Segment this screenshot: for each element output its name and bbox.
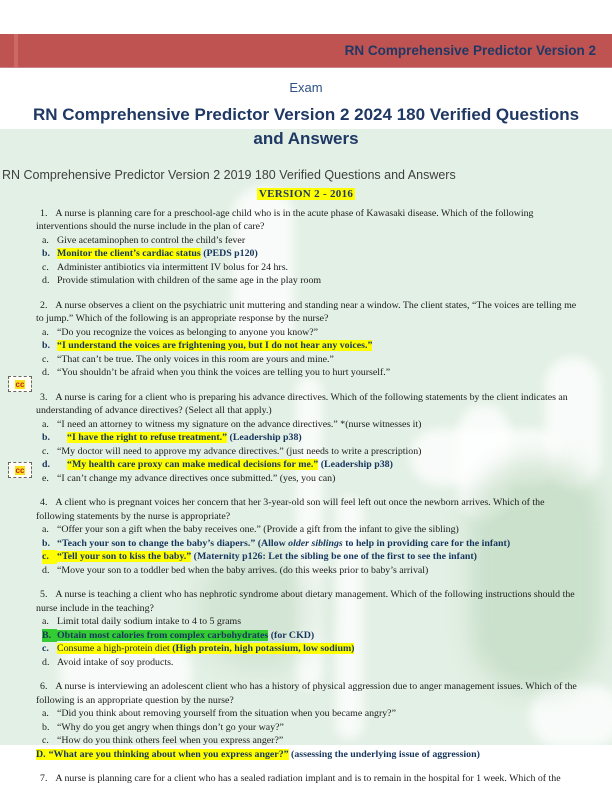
option-row <box>36 274 584 288</box>
option-text-segment: “I understand the voices are frightening you, but I do not hear any voices.” <box>57 340 373 351</box>
questions <box>0 207 612 786</box>
exam-label: Exam <box>289 80 323 95</box>
option-row <box>36 326 584 340</box>
option-text-segment: (High protein, high potassium, low sodium) <box>172 643 355 654</box>
option-row <box>36 734 584 748</box>
option-text <box>57 734 584 748</box>
option-letter: d. <box>42 459 50 470</box>
question-stem: 2. A nurse observes a client on the psychiatric unit muttering and standing near a window. The client states, “The voices are telling me to jump.” Which of the following is an appropriate response by the nurse? <box>36 299 577 324</box>
option-text <box>57 418 584 432</box>
option-letter: a. <box>42 524 49 535</box>
option-text-segment: Give acetaminophen to control the child’s fever <box>57 234 246 246</box>
question-stem: 6. A nurse is interviewing an adolescent client who has a history of physical aggression due to anger management issues. Which of the following is an appropriate question by the nurse? <box>36 681 577 706</box>
option-text-segment: Provide stimulation with children of the same age in the play room <box>57 275 322 286</box>
question-block <box>36 680 584 761</box>
option-row <box>36 748 584 762</box>
option-letter: c. <box>42 445 49 457</box>
option-text-segment: “Move your son to a toddler bed when the baby arrives. (do this weeks prior to baby’s arrival) <box>57 564 429 576</box>
option-text-segment: “My health care proxy can make medical decisions for me.” <box>67 459 319 470</box>
option-letter: d. <box>42 367 50 378</box>
option-text-segment: (Leadership p38) <box>227 432 302 443</box>
option-row <box>36 353 584 367</box>
option-letter: D. <box>36 749 49 760</box>
option-text-segment: “Did you think about removing yourself from the situation when you became angry?” <box>57 708 396 719</box>
option-text-segment: “Do you recognize the voices as belonging to anyone you know?” <box>57 326 319 338</box>
option-letter: c. <box>42 550 57 564</box>
document-subtitle: RN Comprehensive Predictor Version 2 2019 180 Verified Questions and Answers <box>2 168 456 182</box>
option-letter: a. <box>42 326 49 338</box>
option-text-segment: Administer antibiotics via intermittent IV bolus for 24 hrs. <box>57 261 289 273</box>
question-number: 1. <box>40 207 48 219</box>
option-text <box>57 537 584 551</box>
option-text-segment: “Teach your son to change the baby’s diapers.” (Allow <box>57 537 289 549</box>
option-row <box>36 445 584 459</box>
question-number: 4. <box>40 497 48 508</box>
option-row <box>36 707 584 721</box>
option-row <box>36 629 584 643</box>
question-block <box>36 496 584 577</box>
option-text-segment: to help in providing care for the infant) <box>342 537 511 549</box>
banner-title: RN Comprehensive Predictor Version 2 <box>344 43 596 58</box>
option-text <box>57 629 584 643</box>
question-number: 7. <box>40 773 48 784</box>
version-line <box>0 186 612 202</box>
version-badge: VERSION 2 - 2016 <box>258 188 354 200</box>
option-text <box>57 458 584 472</box>
title-banner <box>0 34 612 68</box>
option-text <box>49 749 480 760</box>
question-block <box>36 391 584 486</box>
option-row <box>36 458 584 472</box>
option-letter: b. <box>42 340 50 351</box>
option-row <box>36 537 584 551</box>
option-text <box>57 247 584 261</box>
option-text <box>57 366 584 380</box>
comment-marker[interactable]: cc <box>8 462 32 478</box>
option-text-segment: (for CKD) <box>268 629 315 641</box>
document-body <box>0 129 612 786</box>
option-text-segment: “Why do you get angry when things don’t go your way?” <box>57 721 284 733</box>
option-text-segment: “I need an attorney to witness my signature on the advance directives.” *(nurse witnesses it) <box>57 418 422 430</box>
question-block <box>36 588 584 669</box>
option-text-segment: Consume a high-protein diet <box>57 643 173 654</box>
option-letter: a. <box>42 418 49 430</box>
option-row <box>36 721 584 735</box>
question-number: 2. <box>40 299 48 311</box>
question-stem: 3. A nurse is caring for a client who is preparing his advance directives. Which of the following statements by the client indicates an understanding of advance directives? (Select all that apply.) <box>36 391 568 416</box>
option-row <box>36 261 584 275</box>
option-letter: e. <box>42 472 49 484</box>
option-text-segment: (assessing the underlying issue of aggression) <box>288 748 480 760</box>
option-text <box>57 707 584 721</box>
option-text <box>57 431 584 445</box>
question-number: 6. <box>40 681 48 692</box>
option-text <box>57 642 584 656</box>
option-text <box>57 564 584 578</box>
comment-marker[interactable]: cc <box>8 376 32 392</box>
option-text-segment: “That can’t be true. The only voices in this room are yours and mine.” <box>57 353 334 365</box>
option-letter: c. <box>42 735 49 746</box>
option-letter: d. <box>42 656 50 668</box>
option-letter: b. <box>42 721 50 733</box>
option-letter: b. <box>42 248 50 259</box>
question-stem: 7. A nurse is planning care for a client who has a sealed radiation implant and is to remain in the hospital for 1 week. Which of the <box>40 773 561 784</box>
question-number: 5. <box>40 589 48 600</box>
option-text-segment: older siblings <box>288 537 343 549</box>
option-letter: c. <box>42 643 49 654</box>
option-text-segment: “I can’t change my advance directives once submitted.” (yes, you can) <box>57 472 336 484</box>
option-letter: c. <box>42 261 49 273</box>
option-letter: a. <box>42 234 49 246</box>
page-title: RN Comprehensive Predictor Version 2 2024 180 Verified Questions and Answers <box>32 105 580 148</box>
option-text <box>57 656 584 670</box>
option-letter: b. <box>42 432 50 443</box>
banner-accent-stripe <box>14 34 18 67</box>
option-text <box>57 472 584 486</box>
option-letter: d. <box>42 275 50 286</box>
question-block <box>36 207 584 288</box>
question-number: 3. <box>40 391 48 403</box>
option-text-segment: “Offer your son a gift when the baby receives one.” (Provide a gift from the infant to give the sibling) <box>57 524 459 535</box>
option-letter: c. <box>42 353 49 365</box>
option-letter: a. <box>42 708 49 719</box>
option-text-segment: “I have the right to refuse treatment.” <box>67 432 228 443</box>
option-text <box>57 353 584 367</box>
question-block <box>36 772 584 786</box>
option-row <box>36 247 584 261</box>
option-text-segment: Limit total daily sodium intake to 4 to 5 grams <box>57 616 242 627</box>
option-text-segment: (Leadership p38) <box>318 459 393 470</box>
option-row <box>36 656 584 670</box>
question-stem: 1. A nurse is planning care for a preschool-age child who is in the acute phase of Kawasaki disease. Which of the following interventions should the nurse include in the plan of care? <box>36 207 534 232</box>
option-row <box>36 550 584 564</box>
option-text-segment: “You shouldn’t be afraid when you think the voices are telling you to hurt yourself.” <box>57 367 391 378</box>
option-text <box>57 274 584 288</box>
option-text-segment: “How do you think others feel when you express anger?” <box>57 735 284 746</box>
option-row <box>36 564 584 578</box>
option-text <box>57 445 584 459</box>
option-letter: a. <box>42 616 49 627</box>
option-text-segment: Obtain most calories from complex carbohydrates <box>57 629 269 641</box>
option-text-segment: Monitor the client’s cardiac status <box>57 248 201 259</box>
option-row <box>36 366 584 380</box>
question-stem: 5. A nurse is teaching a client who has nephrotic syndrome about dietary management. Which of the following instructions should the nurse include in the teaching? <box>36 589 575 614</box>
option-row <box>36 642 584 656</box>
option-text-segment: (PEDS p120) <box>200 248 258 259</box>
option-text <box>57 615 584 629</box>
option-text <box>57 550 584 564</box>
option-row <box>36 418 584 432</box>
option-text <box>57 326 584 340</box>
option-text <box>57 234 584 248</box>
option-row <box>36 523 584 537</box>
option-row <box>36 234 584 248</box>
option-row <box>36 431 584 445</box>
question-block <box>36 299 584 380</box>
option-text <box>57 339 584 353</box>
option-text-segment: (Maternity p126: Let the sibling be one of the first to see the infant) <box>191 551 477 562</box>
option-row <box>36 339 584 353</box>
option-text-segment: Avoid intake of soy products. <box>57 656 174 668</box>
option-text-segment: “My doctor will need to approve my advance directives.” (just needs to write a prescription) <box>57 445 422 457</box>
option-text <box>57 721 584 735</box>
option-letter: B. <box>42 629 57 643</box>
option-text <box>57 261 584 275</box>
option-letter: b. <box>42 537 50 549</box>
option-text-segment: “What are you thinking about when you express anger?” <box>48 748 289 760</box>
option-row <box>36 472 584 486</box>
option-text <box>57 523 584 537</box>
option-text-segment: “Tell your son to kiss the baby.” <box>57 551 192 562</box>
option-row <box>36 615 584 629</box>
question-stem: 4. A client who is pregnant voices her concern that her 3-year-old son will feel left out once the newborn arrives. Which of the following statements by the nurse is appropriate? <box>36 497 545 522</box>
option-letter: d. <box>42 564 50 576</box>
